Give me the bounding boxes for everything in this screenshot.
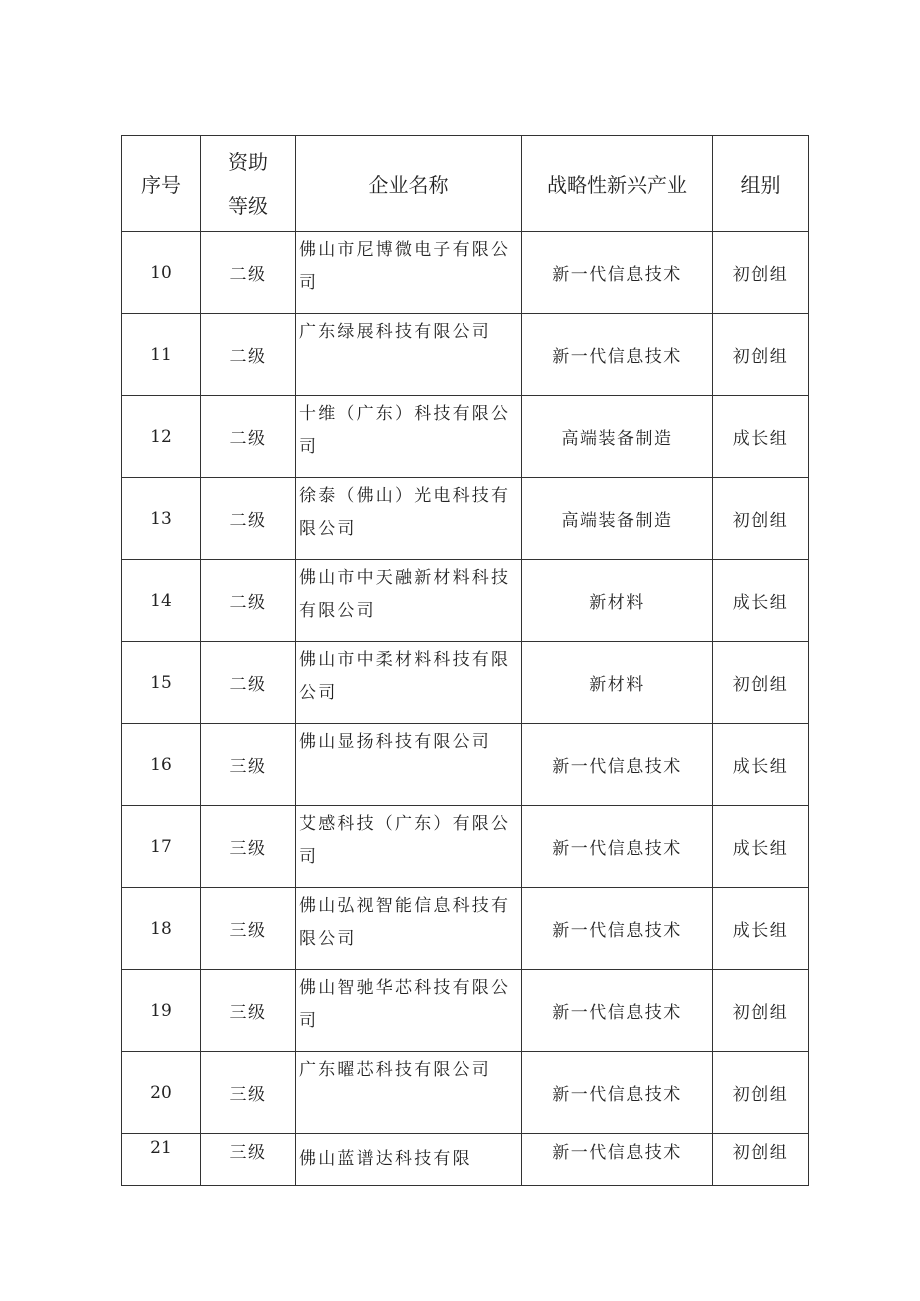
table-row — [122, 724, 809, 806]
header-level — [201, 136, 296, 232]
cell-level: 三级 — [201, 806, 296, 888]
cell-group: 初创组 — [713, 642, 809, 724]
table-row — [122, 478, 809, 560]
cell-no: 19 — [122, 970, 201, 1052]
header-industry: 战略性新兴产业 — [522, 136, 713, 232]
cell-level: 二级 — [201, 642, 296, 724]
cell-industry: 新一代信息技术 — [522, 724, 713, 806]
cell-industry: 新一代信息技术 — [522, 1052, 713, 1134]
cell-no: 18 — [122, 888, 201, 970]
cell-group: 初创组 — [713, 970, 809, 1052]
header-row — [122, 136, 809, 232]
funding-table — [121, 135, 809, 1186]
cell-industry: 新一代信息技术 — [522, 1134, 713, 1186]
cell-no: 13 — [122, 478, 201, 560]
table-header — [122, 136, 809, 232]
cell-industry: 新一代信息技术 — [522, 806, 713, 888]
cell-industry: 新一代信息技术 — [522, 314, 713, 396]
cell-level: 二级 — [201, 396, 296, 478]
cell-group: 初创组 — [713, 232, 809, 314]
cell-industry: 新一代信息技术 — [522, 232, 713, 314]
cell-industry: 新一代信息技术 — [522, 888, 713, 970]
cell-company-name: 佛山市尼博微电子有限公司 — [296, 232, 522, 314]
cell-group: 成长组 — [713, 806, 809, 888]
cell-no: 16 — [122, 724, 201, 806]
cell-level: 三级 — [201, 970, 296, 1052]
table-row — [122, 806, 809, 888]
cell-company-name: 佛山蓝谱达科技有限 — [296, 1134, 522, 1186]
cell-company-name: 佛山智驰华芯科技有限公司 — [296, 970, 522, 1052]
table-body — [122, 232, 809, 1186]
cell-no: 17 — [122, 806, 201, 888]
cell-group: 初创组 — [713, 1134, 809, 1186]
cell-no: 11 — [122, 314, 201, 396]
table-row — [122, 1134, 809, 1186]
cell-no: 21 — [122, 1134, 201, 1186]
cell-level: 三级 — [201, 888, 296, 970]
cell-company-name: 广东绿展科技有限公司 — [296, 314, 522, 396]
cell-level: 二级 — [201, 560, 296, 642]
cell-industry: 高端装备制造 — [522, 396, 713, 478]
header-level-line2: 等级 — [228, 193, 268, 218]
cell-company-name: 艾感科技（广东）有限公司 — [296, 806, 522, 888]
cell-no: 14 — [122, 560, 201, 642]
cell-group: 初创组 — [713, 478, 809, 560]
cell-no: 20 — [122, 1052, 201, 1134]
cell-level: 三级 — [201, 1052, 296, 1134]
cell-no: 12 — [122, 396, 201, 478]
table-row — [122, 1052, 809, 1134]
header-no: 序号 — [122, 136, 201, 232]
cell-level: 二级 — [201, 232, 296, 314]
table-row — [122, 888, 809, 970]
header-level-line1: 资助 — [228, 149, 268, 174]
table-row — [122, 560, 809, 642]
cell-company-name: 佛山市中天融新材料科技有限公司 — [296, 560, 522, 642]
table-row — [122, 314, 809, 396]
cell-company-name: 佛山弘视智能信息科技有限公司 — [296, 888, 522, 970]
cell-industry: 新一代信息技术 — [522, 970, 713, 1052]
cell-group: 初创组 — [713, 1052, 809, 1134]
cell-level: 二级 — [201, 314, 296, 396]
header-group: 组别 — [713, 136, 809, 232]
cell-company-name: 佛山显扬科技有限公司 — [296, 724, 522, 806]
cell-company-name: 十维（广东）科技有限公司 — [296, 396, 522, 478]
cell-company-name: 佛山市中柔材料科技有限公司 — [296, 642, 522, 724]
cell-no: 10 — [122, 232, 201, 314]
cell-company-name: 广东曜芯科技有限公司 — [296, 1052, 522, 1134]
cell-industry: 高端装备制造 — [522, 478, 713, 560]
header-name: 企业名称 — [296, 136, 522, 232]
cell-group: 初创组 — [713, 314, 809, 396]
cell-group: 成长组 — [713, 396, 809, 478]
table-row — [122, 642, 809, 724]
cell-level: 三级 — [201, 1134, 296, 1186]
cell-group: 成长组 — [713, 560, 809, 642]
table-row — [122, 970, 809, 1052]
table-row — [122, 232, 809, 314]
cell-company-name: 徐泰（佛山）光电科技有限公司 — [296, 478, 522, 560]
table-row — [122, 396, 809, 478]
cell-group: 成长组 — [713, 888, 809, 970]
cell-group: 成长组 — [713, 724, 809, 806]
cell-industry: 新材料 — [522, 560, 713, 642]
cell-industry: 新材料 — [522, 642, 713, 724]
cell-no: 15 — [122, 642, 201, 724]
cell-level: 三级 — [201, 724, 296, 806]
cell-level: 二级 — [201, 478, 296, 560]
